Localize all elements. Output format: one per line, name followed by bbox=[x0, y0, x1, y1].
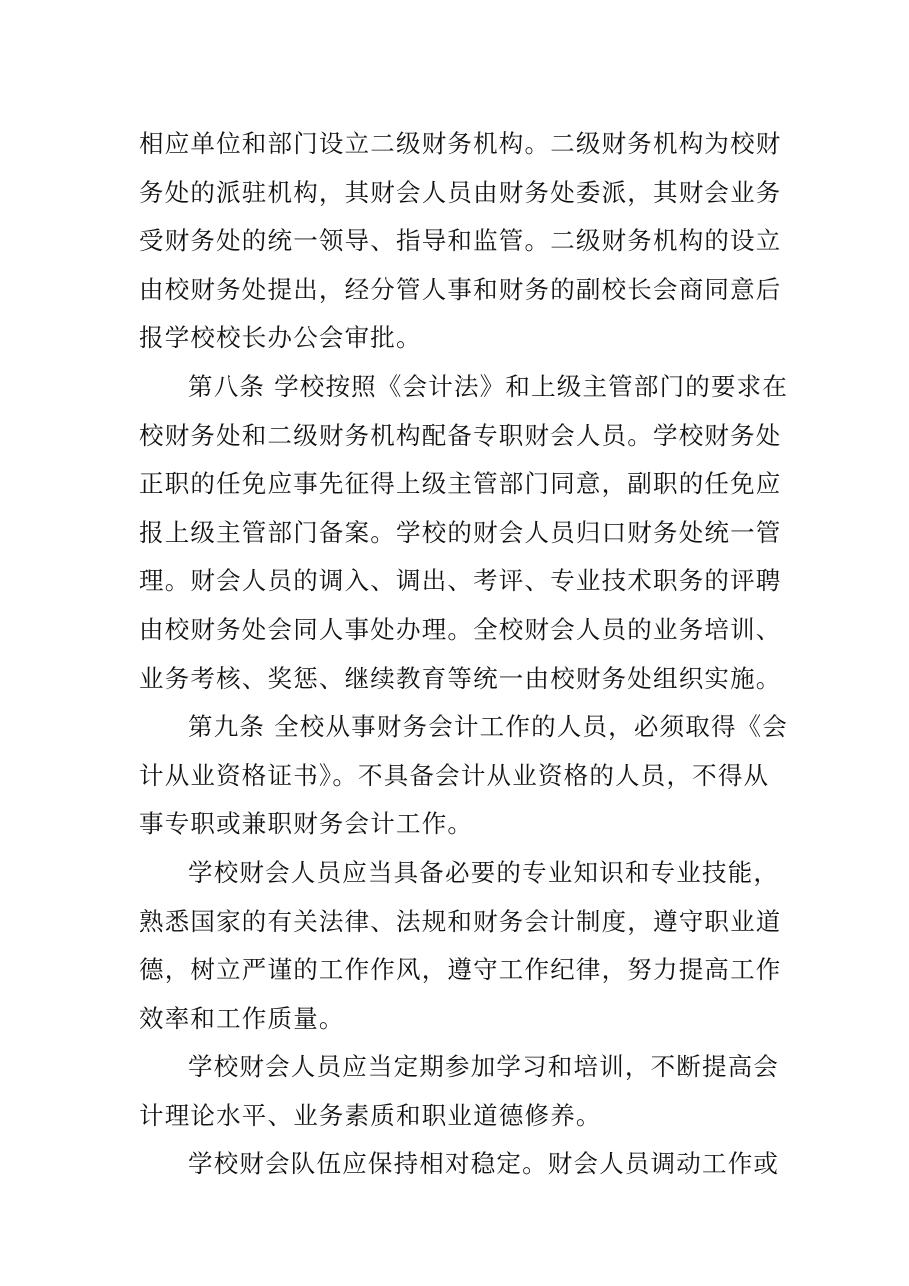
article-8-first-line: 第八条 学校按照《会计法》和上级主管部门的要求在 bbox=[188, 371, 789, 401]
paragraph-first-line: 学校财会人员应当具备必要的专业知识和专业技能， bbox=[188, 857, 780, 887]
text-line: 报学校校长办公会审批。 bbox=[139, 323, 422, 353]
paragraph-first-line: 学校财会队伍应保持相对稳定。财会人员调动工作或 bbox=[188, 1149, 780, 1179]
text-line: 相应单位和部门设立二级财务机构。二级财务机构为校财 bbox=[139, 129, 782, 158]
article-9-first-line: 第九条 全校从事财务会计工作的人员，必须取得《会 bbox=[188, 712, 789, 742]
text-line: 业务考核、奖惩、继续教育等统一由校财务处组织实施。 bbox=[139, 663, 782, 693]
document-body bbox=[139, 120, 789, 1189]
text-line: 计理论水平、业务素质和职业道德修养。 bbox=[139, 1100, 602, 1130]
text-line: 务处的派驻机构，其财会人员由财务处委派，其财会业务 bbox=[139, 177, 782, 207]
text-line: 由校财务处会同人事处办理。全校财会人员的业务培训、 bbox=[139, 614, 782, 644]
text-line: 校财务处和二级财务机构配备专职财会人员。学校财务处 bbox=[139, 420, 782, 450]
text-line: 熟悉国家的有关法律、法规和财务会计制度，遵守职业道 bbox=[139, 906, 782, 936]
text-line: 德，树立严谨的工作作风，遵守工作纪律，努力提高工作 bbox=[139, 955, 782, 985]
text-line: 由校财务处提出，经分管人事和财务的副校长会商同意后 bbox=[139, 274, 782, 304]
text-line: 计从业资格证书》。不具备会计从业资格的人员，不得从 bbox=[139, 760, 770, 790]
text-line: 效率和工作质量。 bbox=[139, 1003, 345, 1033]
text-line: 理。财会人员的调入、调出、考评、专业技术职务的评聘 bbox=[139, 566, 782, 596]
paragraph-first-line: 学校财会人员应当定期参加学习和培训，不断提高会 bbox=[188, 1052, 780, 1082]
text-line: 正职的任免应事先征得上级主管部门同意，副职的任免应 bbox=[139, 469, 782, 499]
text-line: 事专职或兼职财务会计工作。 bbox=[139, 809, 474, 839]
text-line: 报上级主管部门备案。学校的财会人员归口财务处统一管 bbox=[139, 517, 782, 547]
text-line: 受财务处的统一领导、指导和监管。二级财务机构的设立 bbox=[139, 226, 782, 256]
